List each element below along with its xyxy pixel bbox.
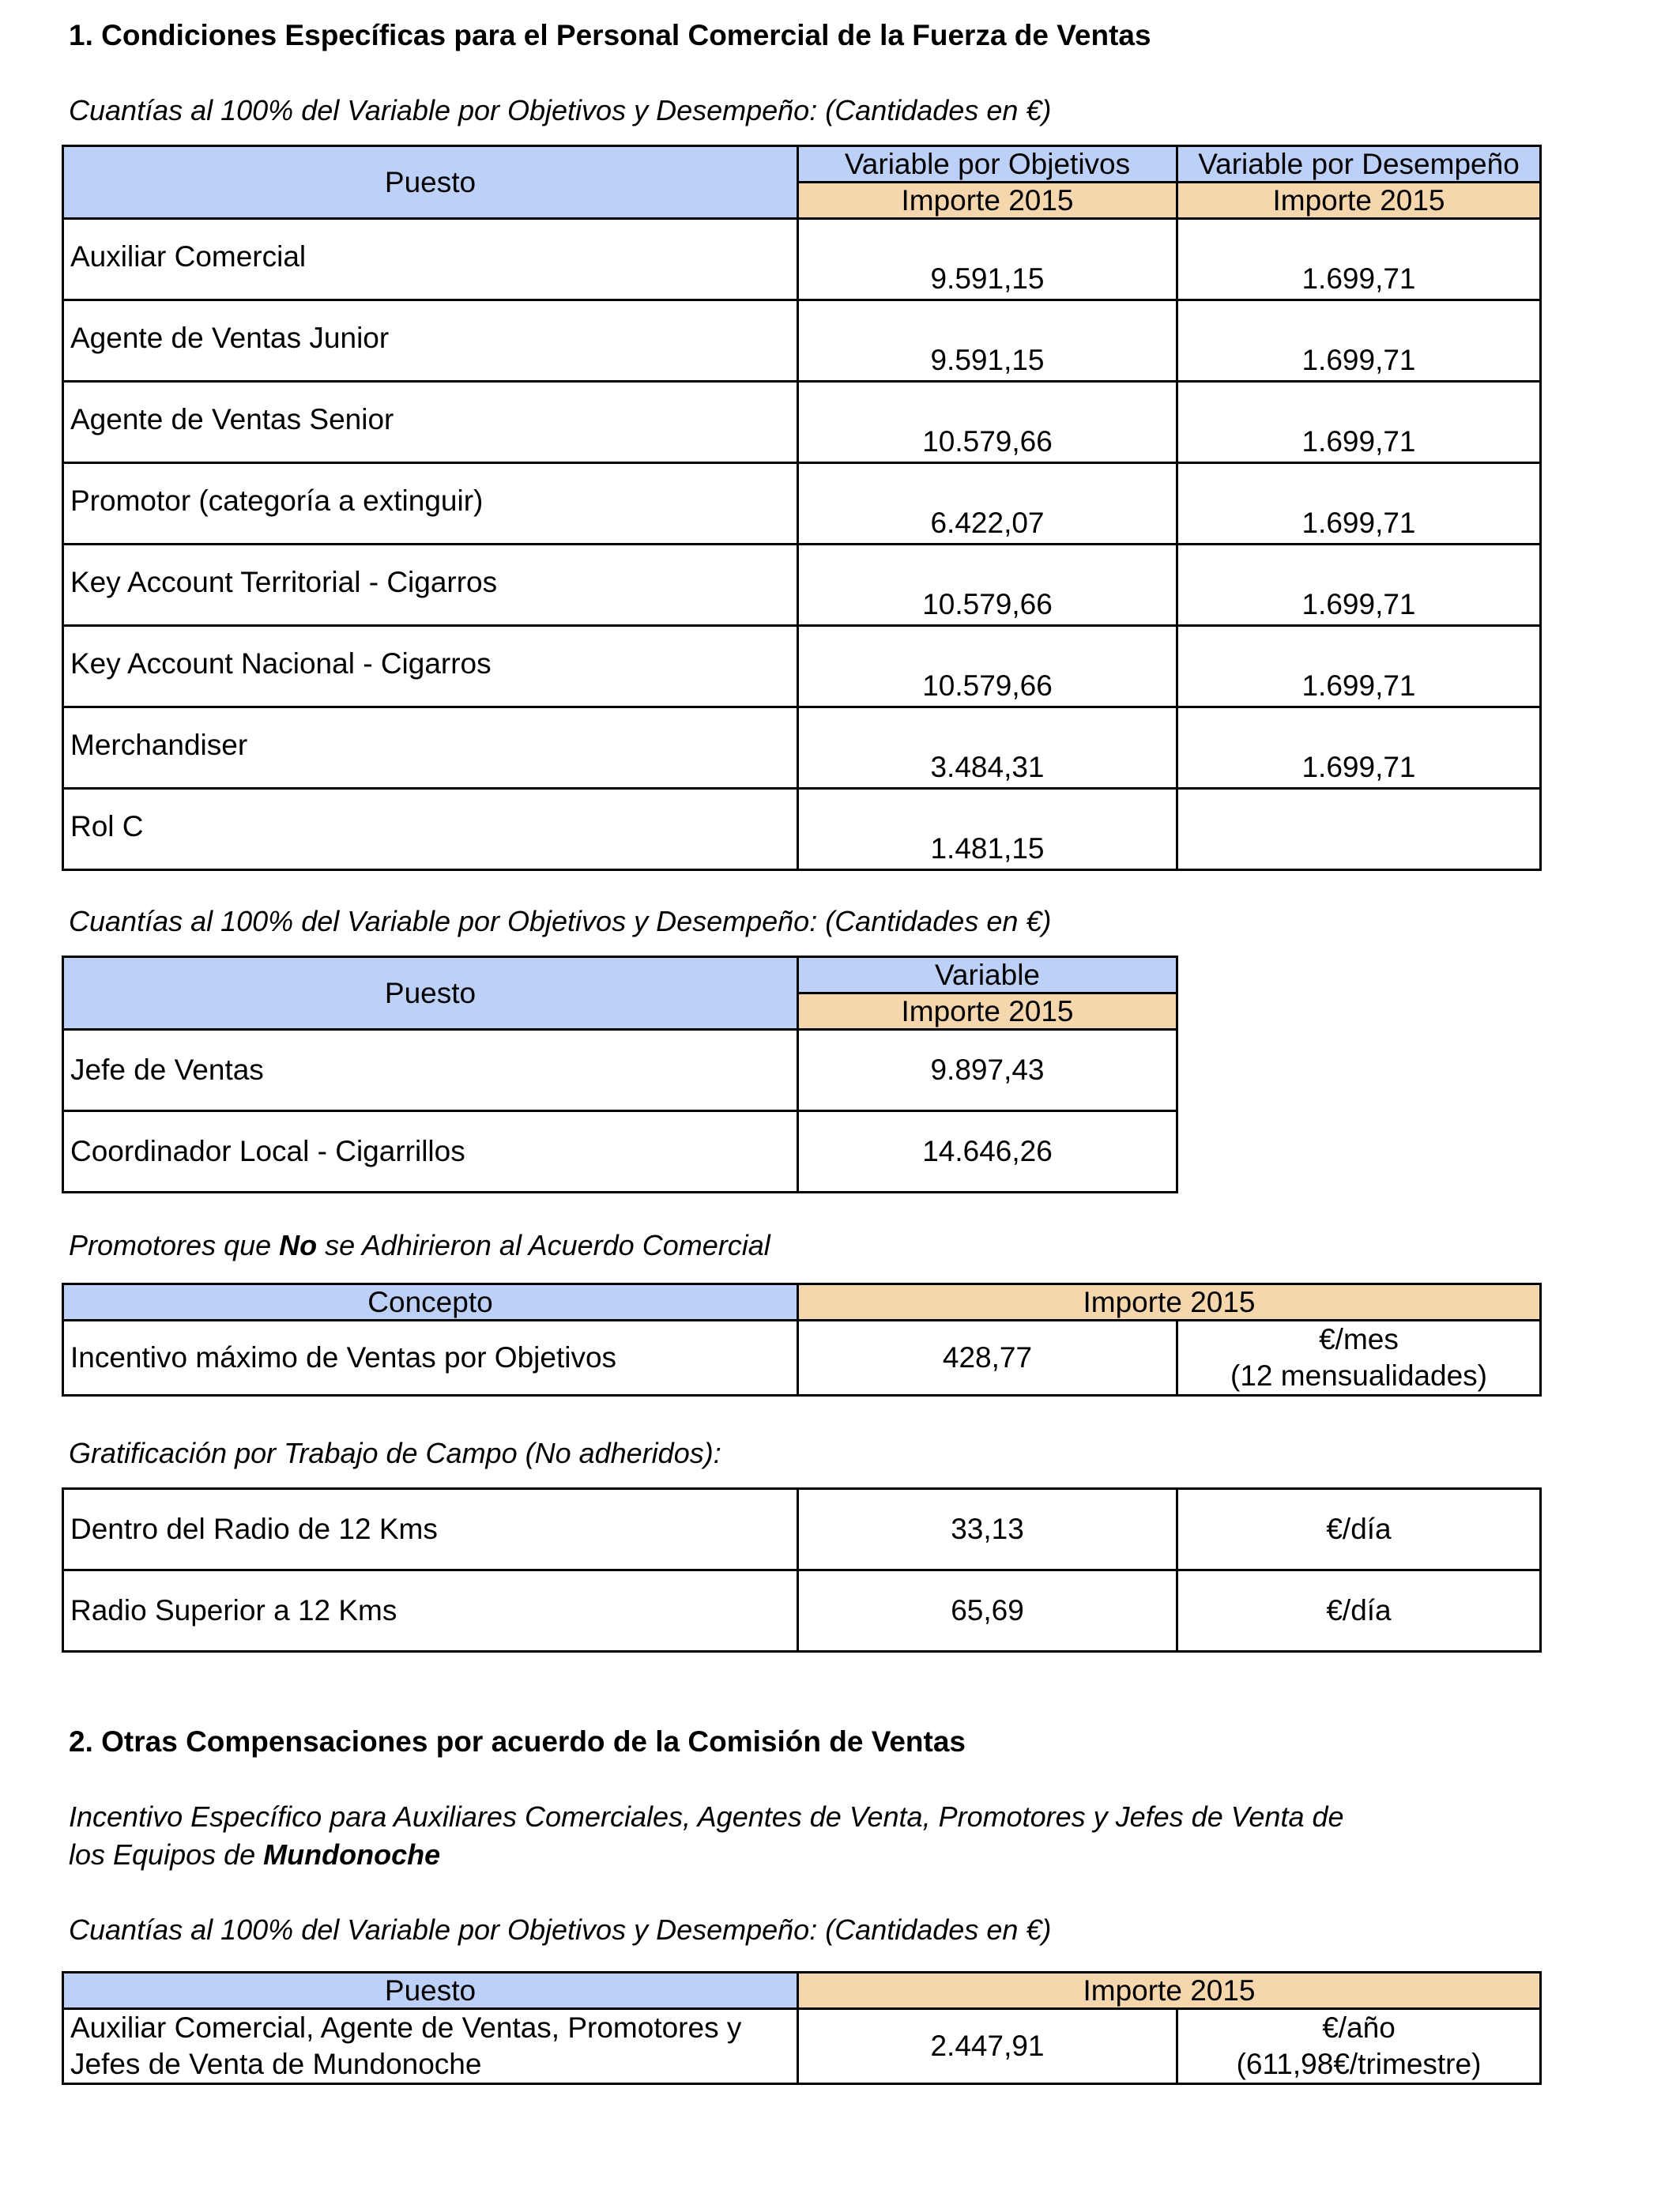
concepto-cell: Incentivo máximo de Ventas por Objetivos (63, 1321, 798, 1396)
valor-cell: 33,13 (798, 1489, 1177, 1570)
unidad-cell: €/día (1177, 1570, 1541, 1652)
unidad-cell (1177, 2009, 1541, 2084)
desempeno-cell: 1.699,71 (1177, 545, 1541, 626)
puesto-line-2: Jefes de Venta de Mundonoche (70, 2048, 482, 2080)
header-variable-desempeno: Variable por Desempeño (1177, 146, 1541, 183)
unidad-line-1: €/mes (1319, 1323, 1399, 1355)
objetivos-cell: 9.591,15 (798, 300, 1177, 382)
puesto-cell: Auxiliar Comercial (63, 219, 798, 300)
trabajo-campo-table (62, 1487, 1542, 1653)
unidad-cell (1177, 1321, 1541, 1396)
valor-cell: 65,69 (798, 1570, 1177, 1652)
desempeno-cell: 1.699,71 (1177, 707, 1541, 789)
section-2-caption-line-2 (69, 1836, 440, 1874)
table-row (63, 707, 1541, 789)
table-row (63, 1111, 1177, 1193)
table-4-caption: Gratificación por Trabajo de Campo (No adheridos): (69, 1437, 721, 1469)
desempeno-cell: 1.699,71 (1177, 463, 1541, 545)
desempeno-cell: 1.699,71 (1177, 300, 1541, 382)
unidad-line-2: (12 mensualidades) (1230, 1359, 1487, 1392)
table-row (63, 1489, 1541, 1570)
puesto-cell (63, 2009, 798, 2084)
header-puesto: Puesto (63, 146, 798, 219)
objetivos-cell: 3.484,31 (798, 707, 1177, 789)
variable-jefes-table (62, 956, 1178, 1193)
objetivos-cell: 9.591,15 (798, 219, 1177, 300)
puesto-cell: Coordinador Local - Cigarrillos (63, 1111, 798, 1193)
puesto-cell: Agente de Ventas Senior (63, 382, 798, 463)
table-row (63, 545, 1541, 626)
section-2-title: 2. Otras Compensaciones por acuerdo de la Comisión de Ventas (69, 1725, 966, 1758)
caption-bold-no: No (279, 1229, 318, 1261)
table-2-caption: Cuantías al 100% del Variable por Objetivos y Desempeño: (Cantidades en €) (69, 905, 1052, 937)
valor-cell: 428,77 (798, 1321, 1177, 1396)
desempeno-cell: 1.699,71 (1177, 626, 1541, 707)
caption-pre: los Equipos de (69, 1838, 264, 1871)
table-row (63, 463, 1541, 545)
objetivos-cell: 10.579,66 (798, 626, 1177, 707)
objetivos-cell: 10.579,66 (798, 545, 1177, 626)
concepto-cell: Radio Superior a 12 Kms (63, 1570, 798, 1652)
caption-pre: Promotores que (69, 1229, 280, 1261)
table-row (63, 1570, 1541, 1652)
caption-post: se Adhirieron al Acuerdo Comercial (317, 1229, 770, 1261)
table-row (63, 2009, 1541, 2084)
table-row (63, 626, 1541, 707)
puesto-cell: Key Account Territorial - Cigarros (63, 545, 798, 626)
table-row (63, 1321, 1541, 1396)
table-5-caption: Cuantías al 100% del Variable por Objetivos y Desempeño: (Cantidades en €) (69, 1913, 1052, 1946)
objetivos-cell: 6.422,07 (798, 463, 1177, 545)
caption-bold-mundonoche: Mundonoche (263, 1838, 441, 1871)
puesto-cell: Merchandiser (63, 707, 798, 789)
variable-objetivos-desempeno-table (62, 145, 1542, 871)
header-variable: Variable (798, 957, 1177, 993)
puesto-cell: Key Account Nacional - Cigarros (63, 626, 798, 707)
puesto-cell: Promotor (categoría a extinguir) (63, 463, 798, 545)
section-2-caption-line-1: Incentivo Específico para Auxiliares Comerciales, Agentes de Venta, Promotores y Jefes de Venta de (69, 1800, 1344, 1833)
desempeno-cell: 1.699,71 (1177, 219, 1541, 300)
header-importe-objetivos: Importe 2015 (798, 183, 1177, 219)
table-3-caption (69, 1227, 770, 1265)
mundonoche-incentivo-table (62, 1971, 1542, 2085)
header-importe-desempeno: Importe 2015 (1177, 183, 1541, 219)
desempeno-cell: 1.699,71 (1177, 382, 1541, 463)
table-row (63, 1030, 1177, 1111)
promotores-no-adheridos-table (62, 1283, 1542, 1397)
header-puesto: Puesto (63, 1973, 798, 2009)
table-row (63, 300, 1541, 382)
header-concepto: Concepto (63, 1284, 798, 1321)
unidad-cell: €/día (1177, 1489, 1541, 1570)
unidad-line-1: €/año (1322, 2011, 1396, 2044)
header-variable-objetivos: Variable por Objetivos (798, 146, 1177, 183)
header-importe: Importe 2015 (798, 993, 1177, 1030)
valor-cell: 14.646,26 (798, 1111, 1177, 1193)
puesto-line-1: Auxiliar Comercial, Agente de Ventas, Promotores y (70, 2011, 742, 2044)
concepto-cell: Dentro del Radio de 12 Kms (63, 1489, 798, 1570)
puesto-cell: Agente de Ventas Junior (63, 300, 798, 382)
table-1-caption: Cuantías al 100% del Variable por Objetivos y Desempeño: (Cantidades en €) (69, 94, 1052, 126)
table-row (63, 219, 1541, 300)
header-puesto: Puesto (63, 957, 798, 1030)
desempeno-cell (1177, 789, 1541, 870)
puesto-cell: Rol C (63, 789, 798, 870)
objetivos-cell: 10.579,66 (798, 382, 1177, 463)
table-row (63, 382, 1541, 463)
puesto-cell: Jefe de Ventas (63, 1030, 798, 1111)
section-1-title: 1. Condiciones Específicas para el Personal Comercial de la Fuerza de Ventas (69, 19, 1151, 51)
table-row (63, 789, 1541, 870)
valor-cell: 2.447,91 (798, 2009, 1177, 2084)
unidad-line-2: (611,98€/trimestre) (1236, 2048, 1482, 2080)
header-importe: Importe 2015 (798, 1284, 1541, 1321)
valor-cell: 9.897,43 (798, 1030, 1177, 1111)
header-importe: Importe 2015 (798, 1973, 1541, 2009)
objetivos-cell: 1.481,15 (798, 789, 1177, 870)
